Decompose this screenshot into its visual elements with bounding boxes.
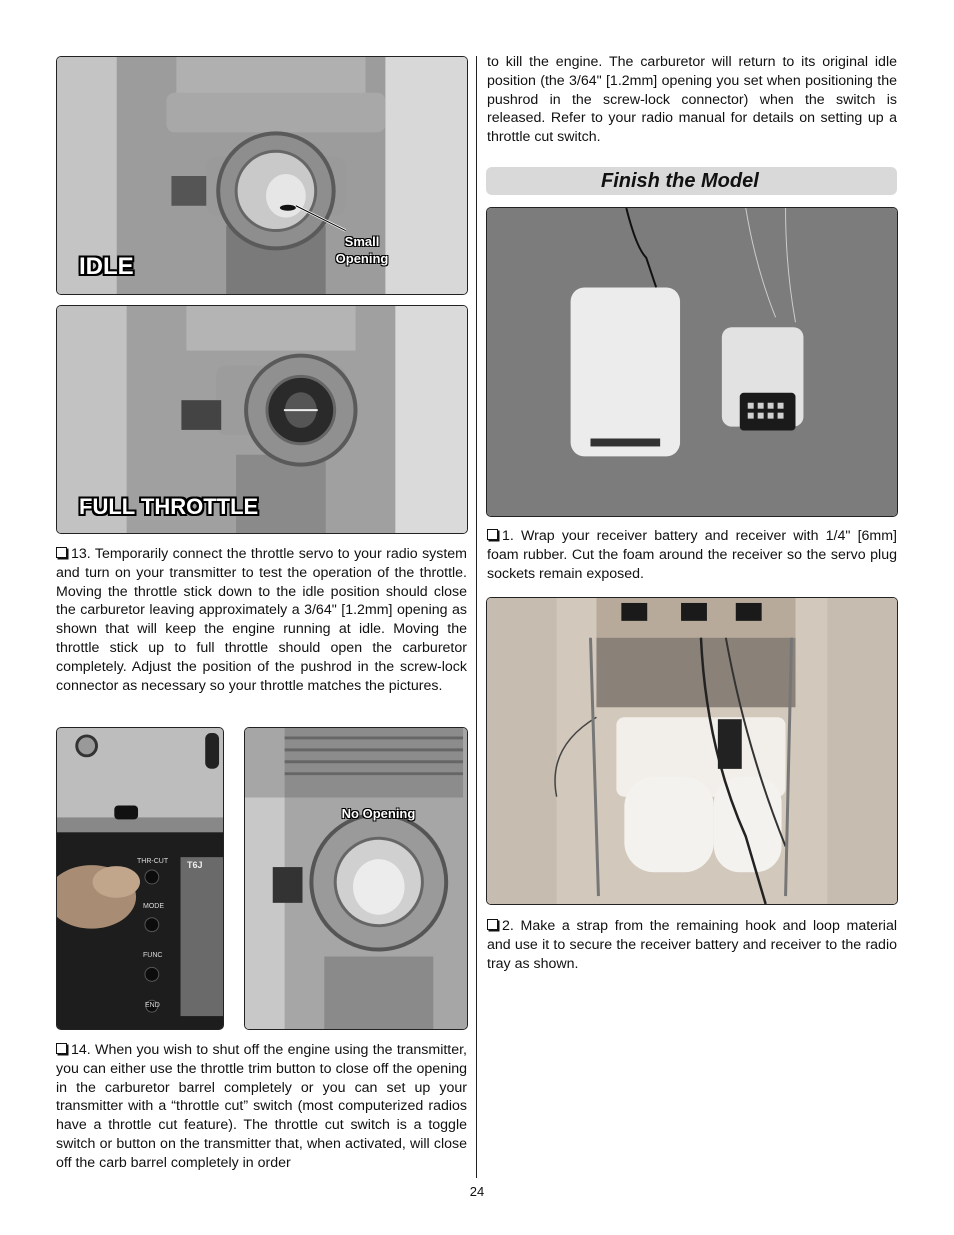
- no-opening-photo: [244, 727, 468, 1030]
- step-13-text: 13. Temporarily connect the throttle servo to your radio system and turn on your transmitter to test the operation of the throttle. Moving the throttle stick down to the idle position should close the carburetor leaving approximately a 3/64" [1.2mm] opening as shown that will keep the engine running at idle. Moving the throttle stick up to full throttle should open the carburetor completely. Adjust the position of the pushrod in the screw-lock connector as necessary so your throttle matches the pictures.: [56, 546, 467, 694]
- no-opening-annotation: No Opening: [341, 806, 416, 821]
- step-1-checkbox[interactable]: [487, 529, 498, 540]
- step-14-text: 14. When you wish to shut off the engine using the transmitter, you can either use the throttle trim button to close off the opening in the carburetor barrel completely or you can set up your transmitter with a “throttle cut” switch (most computerized radios have a throttle cut feature). The throttle cut switch is a toggle switch or button on the transmitter that, when activated, will close off the carb barrel completely in order: [56, 1042, 467, 1171]
- func-button-label: FUNC: [143, 952, 163, 959]
- full-throttle-label: FULL THROTTLE: [79, 494, 259, 519]
- page-number: 24: [469, 1184, 485, 1199]
- engine-closed-image: [245, 728, 467, 1029]
- transmitter-image: [57, 728, 223, 1029]
- full-throttle-photo: [56, 305, 468, 534]
- transmitter-brand: T6J: [187, 860, 203, 870]
- foam-wrap-photo: [486, 207, 898, 517]
- transmitter-photo: [56, 727, 224, 1030]
- idle-photo: [56, 56, 468, 295]
- mode-button-label: MODE: [143, 903, 164, 910]
- step-14-checkbox[interactable]: [56, 1043, 67, 1054]
- step-2-text: 2. Make a strap from the remaining hook and loop material and use it to secure the receiver battery and receiver to the radio tray as shown.: [487, 918, 897, 972]
- section-title: Finish the Model: [601, 170, 759, 192]
- idle-label: IDLE: [79, 253, 134, 280]
- small-opening-annotation: Small Opening: [335, 234, 389, 266]
- radio-tray-photo: [486, 597, 898, 905]
- foam-wrapped-receiver-image: [487, 208, 897, 516]
- continued-text: to kill the engine. The carburetor will return to its original idle position (the 3/64" [1.2mm] opening you set when positioning the pushrod in the screw-lock connector) when the switch is released. Refer to your radio manual for details on setting up a throttle cut switch.: [487, 54, 897, 146]
- step-2-checkbox[interactable]: [487, 919, 498, 930]
- end-button-label: END: [145, 1002, 160, 1009]
- section-header: [486, 167, 897, 195]
- step-1-text: 1. Wrap your receiver battery and receiver with 1/4" [6mm] foam rubber. Cut the foam around the receiver so the servo plug sockets remain exposed.: [487, 528, 897, 582]
- radio-tray-image: [487, 598, 897, 904]
- thr-cut-button-label: THR-CUT: [137, 858, 169, 865]
- column-divider: [476, 56, 477, 1178]
- step-13-checkbox[interactable]: [56, 547, 67, 558]
